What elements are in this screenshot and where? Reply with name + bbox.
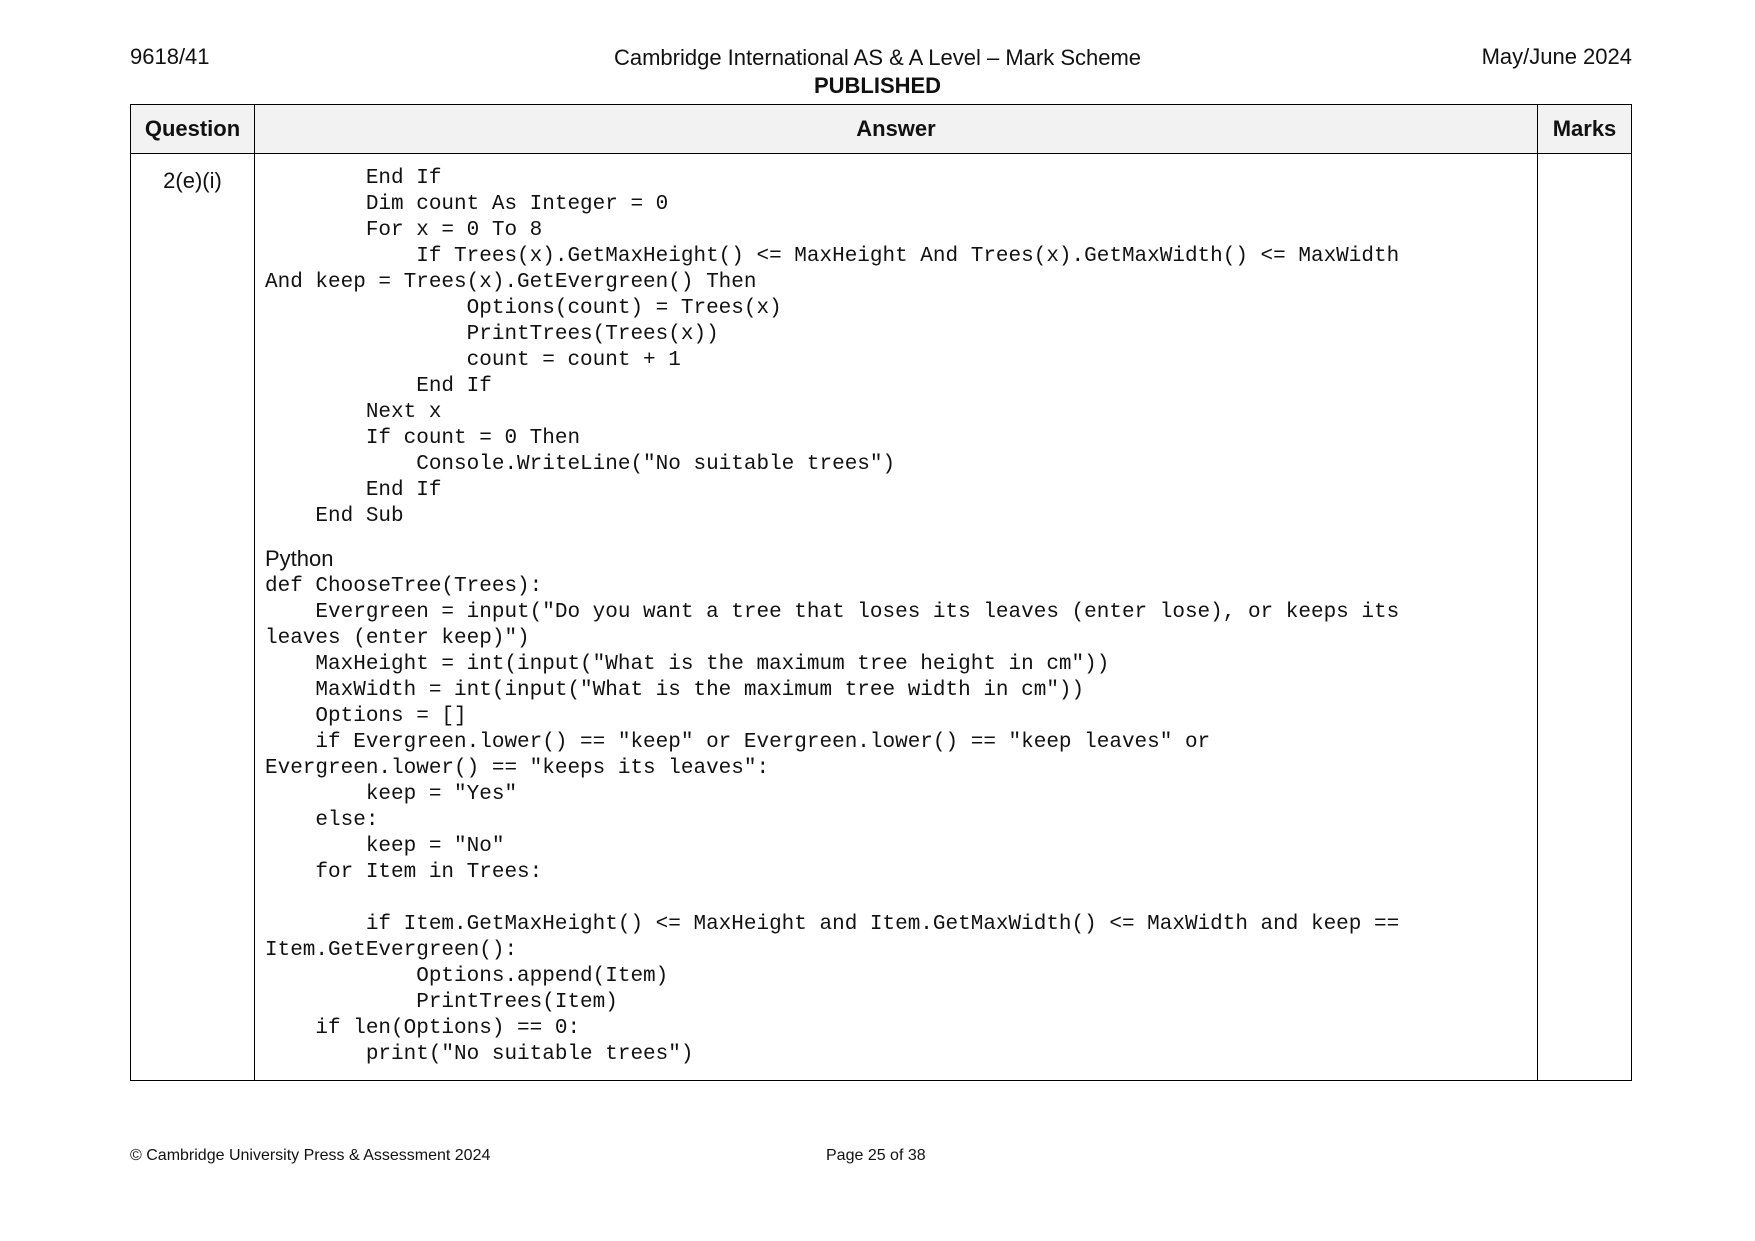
vb-code-block: End If Dim count As Integer = 0 For x = 0 To 8 If Trees(x).GetMaxHeight() <= MaxHeight And Trees(x).GetMaxWidth() <= MaxWidth And keep = Trees(x).GetEvergreen() Then Options(count) = Trees(x) PrintTrees(Trees(x)) count = count + 1 End If Next x If count = 0 Then Console.WriteLine("No suitable trees") End If End Sub [265, 167, 1400, 528]
table-header-row [131, 105, 1632, 154]
page-number: Page 25 of 38 [826, 1147, 926, 1164]
exam-session: May/June 2024 [1481, 44, 1632, 69]
published-label: PUBLISHED [813, 73, 942, 98]
question-number: 2(e)(i) [131, 154, 255, 1081]
python-code-block: def ChooseTree(Trees): Evergreen = input("Do you want a tree that loses its leaves (enter lose), or keeps its leaves (enter keep)") MaxHeight = int(input("What is the maximum tree height in cm")) MaxWidth = int(input("What is the maximum tree width in cm")) Options = [] if Evergreen.lower() == "keep" or Evergreen.lower() == "keep leaves" or Evergreen.lower() == "keeps its leaves": keep = "Yes" else: keep = "No" for Item in Trees: if Item.GetMaxHeight() <= MaxHeight and Item.GetMaxWidth() <= MaxWidth and keep == Item.GetEvergreen(): Options.append(Item) PrintTrees(Item) if len(Options) == 0: print("No suitable trees") [265, 575, 1400, 1066]
answer-cell [255, 154, 1538, 1081]
table-row [131, 154, 1632, 1081]
marks-cell [1538, 154, 1632, 1081]
copyright-notice: © Cambridge University Press & Assessment 2024 [130, 1147, 491, 1164]
python-label: Python [265, 546, 334, 571]
marks-column-header: Marks [1538, 105, 1632, 154]
answer-column-header: Answer [255, 105, 1538, 154]
mark-scheme-table [130, 104, 1632, 1081]
question-column-header: Question [131, 105, 255, 154]
document-title: Cambridge International AS & A Level – Mark Scheme [613, 45, 1142, 70]
paper-code: 9618/41 [130, 44, 210, 69]
